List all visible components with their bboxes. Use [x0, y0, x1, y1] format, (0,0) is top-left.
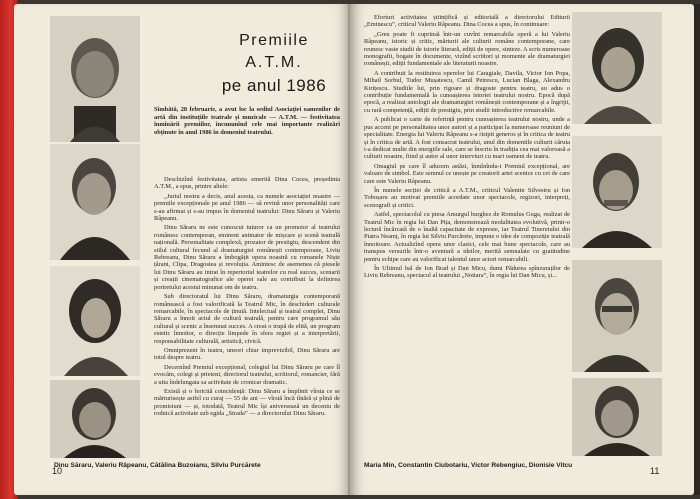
photo-caption-left: Dinu Săraru, Valeriu Râpeanu, Cătălina Buzoianu, Silviu Purcărete — [54, 462, 261, 469]
right-body-text — [364, 14, 570, 460]
dark-background-edge — [694, 4, 700, 495]
portrait-photo-catalina-buzoianu — [50, 266, 140, 376]
right-page — [350, 4, 694, 495]
portrait-photo-victor-rebengiuc — [572, 260, 662, 372]
left-body-text — [154, 176, 340, 454]
paragraph: În Ultimul bal de Ion Brad și Dan Micu, dumi Pădurea spînzuraților de Liviu Rebreanu, spectacol al teatrului „Nottara”, în regia lui Dan Micu, și... — [364, 265, 570, 280]
paragraph: Omniprezent în teatru, uneori chiar imprevizibil, Dinu Săraru are totul despre teatru. — [154, 346, 340, 362]
page-number-right: 11 — [650, 466, 660, 476]
portrait-photo-silviu-purcarete — [50, 380, 140, 458]
left-page — [14, 4, 350, 495]
article-title-line-2: A.T.M. — [245, 54, 303, 71]
paragraph: În numele secției de critică a A.T.M., criticul Valentin Silvestru și Ion Toboșaru au motivat premiile acordate unor spectacole, regizori, interpreți, scenografi și critici. — [364, 186, 570, 209]
paragraph: Dinu Săraru ne este cunoscut tuturor ca un promotor al teatrului românesc contemporan, eminent animator de mișcare și scenă teatrală națională. Personalitate complexă, prozator de prestigiu, descendent din stilul cultural fecund al dramaturgiei românești contemporane, Liviu Rebreanu, Dinu Săraru a îmbogățit opera noastră cu romanele Niște țărani, Clipa, Dragostea și revoluția. Amintesc de asemenea că piesele lui Dinu Săraru au intrat în repertoriul teatrelor cu real succes, scenarii și creații cinematografice ale operei sale au contribuit la definirea portretului acestui minunat om de teatru. — [154, 224, 340, 291]
page-number-left: 10 — [52, 466, 63, 476]
portrait-photo-maria-min — [572, 12, 662, 124]
portrait-photo-dionisie-vitcu — [572, 378, 662, 456]
article-title-line-3: pe anul 1986 — [221, 76, 327, 95]
article-title-line-1: Premiile — [239, 32, 309, 49]
paragraph: A contribuit la restituirea operelor lui Caragiale, Davila, Victor Ion Popa, Mihail Sorbul, Tudor Mușatescu, Camil Petrescu, Lucian Blaga, Alexandru Kirițescu. Studiile lui, prin rigoare și dragoste pentru teatru, au adus o contribuție fundamentală la cunoașterea istoriei teatrului nostru. Epocă după epocă, a realizat antologii ale dramaturgiei românești contemporane și a îngrijit, cu rară competență, ediții de prestigiu, prin studii introductive remarcabile. — [364, 69, 570, 114]
paragraph: Există și o fericită coincidență: Dinu Săraru a împlinit vîrsta ce se mărturisește astfel cu curaj — 55 de ani — vîrstă încă tînără și plină de promisiuni — și, totodată, Teatrul Mic își aniversează un deceniu de rodnică activitate sub egida „Strada” — a directorului Dinu Săraru. — [154, 387, 340, 418]
paragraph: Eforturi activitatea științifică și editorială a directorului Editurii „Eminescu”, criticul Valeriu Râpeanu. Dina Cocea a spus, în continuare: — [364, 14, 570, 29]
portrait-photo-constantin-ciubotariu — [572, 136, 662, 248]
paragraph: Decernînd Premiul excepțional, colegiul lui Dinu Săraru pe care îl evocăm, colegi și prieteni, directorul teatrului, scriitorul, romancier, fără a uita îndelungata sa activitate de cronicar dramatic. — [154, 363, 340, 386]
portrait-photo-dinu-sararu — [50, 16, 140, 142]
article-intro: Sîmbătă, 28 februarie, a avut loc la sediul Asociației oamenilor de artă din instituțiile teatrale și muzicale — A.T.M. — festivitatea înmînării premiilor, încununînd cele mai importante realizări obținute în anul 1986 în domeniul teatrului. — [154, 106, 340, 136]
paragraph: „Juriul nostru a decis, anul acesta, ca numele asociației noastre — premiile excepționale pe anul 1986 — să revină unor personalități care s-au afirmat și s-au impus în domeniul teatrului: Dinu Săraru și Valeriu Râpeanu. — [154, 192, 340, 223]
photo-caption-right: Maria Min, Constantin Ciubotariu, Victor Rebengiuc, Dionisie Vitcu — [364, 462, 573, 469]
paragraph: Astfel, spectacolul cu piesa Amurgul burghez de Romulus Guga, realizat de Teatrul Mic în regia lui Dan Pița, demonstrează modalitatea evolutivă, printr-o lectură încărcată de o înaltă capacitate de expresie, iar Teatrul Tineretului din Piatra Neamț, în regia lui Silviu Purcărete, impune o idee de compoziție teatrală înnoitoare. Actualizînd opera unor clasici, cele mai bune spectacole, care au transpus versurile într-o aventură a ideilor, merită semnalate cu gratitudine pentru echipe care au valorificat talentul unor actori remarcabili. — [364, 211, 570, 263]
paragraph: Deschizînd festivitatea, artista emerită Dina Cocea, președinta A.T.M., a spus, printre altele: — [154, 176, 340, 191]
paragraph: Sub directoratul lui Dinu Săraru, dramaturgia contemporană românească a fost valorificată la Teatrul Mic, în deschideri culturale remarcabile, în spectacole de ținută. Intelectual și teatral complet, Dinu Săraru a înnoit actul de cultură teatrală, pentru care programul său cultural și scenic a însemnat succes. A creat o trupă de elită, un program estetic înnoitor, o direcție limpede în sfera regiei și a interpretării, responsabilitate culturală, artistică, civică. — [154, 293, 340, 345]
paragraph: A publicat o carte de referință pentru cunoașterea teatrului nostru, unde a pus accent pe personalitatea unor autori și a participat la numeroase reuniuni de specialitate. Energia lui Valeriu Râpeanu s-a risipit generos și în critica de teatru și în critica de artă. A fost consacrat teatrului, unul din domeniile culturii căruia i-a dedicat multe din energiile sale, care se înscriu în tradiția cea mai valoroasă a culturii noastre, fiind și autor al unor interviuri cu mari oameni de teatru. — [364, 116, 570, 161]
paragraph: Omagiul pe care îl aducem astăzi, înmînîndu-i Premiul excepțional, are valoare de simbol. Este semnul ce unește pe creatorii artei scenice cu cei de care care este Valeriu Râpeanu. — [364, 162, 570, 185]
paragraph: „Greu poate fi cuprinsă într-un cuvînt remarcabila operă a lui Valeriu Râpeanu, istoric și critic, mărturii ale culturii române contemporane, care reunesc vaste studii de istorie literară, ediții de opere, sinteze. A scris numeroase monografii, bogate în documente, vizînd scriitori și momente ale dramaturgiei românești, ediții fundamentale ale literaturii noastre. — [364, 30, 570, 68]
portrait-photo-valeriu-rapeanu — [50, 144, 140, 260]
